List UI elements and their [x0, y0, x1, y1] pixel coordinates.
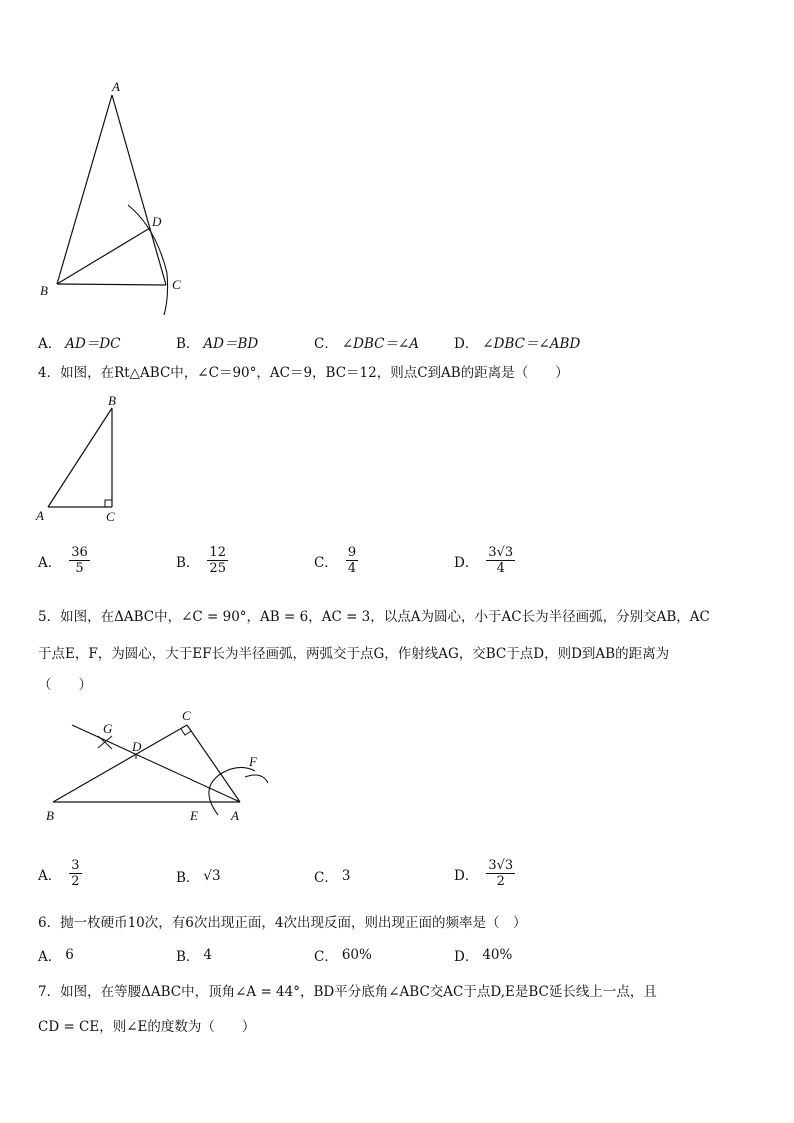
option-label: B．	[176, 949, 200, 965]
q5-option-c[interactable]	[314, 866, 350, 886]
q3-side-ac	[112, 95, 166, 285]
q7-stem-line2: CD = CE，则∠E的度数为（ ）	[38, 1019, 256, 1035]
q6-option-b[interactable]	[176, 945, 212, 965]
option-text: 6	[65, 947, 74, 963]
fraction: $\frac{3√3}{2}$	[488, 858, 514, 889]
option-text: AD＝BD	[203, 336, 259, 352]
option-text: ∠DBC＝∠ABD	[482, 336, 581, 352]
option-label: C．	[314, 554, 338, 571]
q4-option-a[interactable]	[38, 545, 90, 576]
q5-stem-line1: 5．如图，在ΔABC中，∠C = 90°，AB = 6，AC = 3，以点A为圆心，小于AC长为半径画弧，分别交AB，AC	[38, 609, 710, 625]
option-label: A．	[38, 554, 62, 571]
q3-label-b: B	[40, 283, 48, 298]
option-text: √3	[203, 868, 221, 884]
q5-figure	[40, 703, 280, 828]
option-text: 4	[203, 947, 213, 963]
option-label: A．	[38, 336, 62, 352]
q3-side-bc	[57, 284, 166, 285]
q3-label-a: A	[112, 79, 120, 94]
q4-label-c: C	[106, 509, 115, 524]
q3-label-d: D	[152, 214, 162, 229]
q5-ray-ag	[72, 725, 240, 802]
option-label: A．	[38, 949, 62, 965]
q3-option-d[interactable]	[454, 332, 580, 352]
fraction: $\frac{3}{2}$	[71, 858, 80, 889]
q4-right-angle-mark	[105, 500, 112, 507]
q3-figure	[30, 78, 200, 318]
q5-label-f: F	[249, 754, 257, 769]
q6-option-d[interactable]	[454, 945, 512, 965]
option-text: ∠DBC＝∠A	[341, 336, 420, 352]
q5-label-e: E	[190, 808, 198, 823]
q4-label-b: B	[108, 393, 116, 408]
q6-stem: 6．抛一枚硬币10次，有6次出现正面，4次出现反面，则出现正面的频率是（ ）	[38, 915, 527, 931]
q5-label-g: G	[103, 721, 113, 736]
option-label: B．	[176, 554, 200, 571]
option-label: C．	[314, 870, 338, 886]
option-label: D．	[454, 554, 479, 571]
option-text: 60%	[341, 947, 372, 963]
option-label: B．	[176, 870, 200, 886]
option-label: D．	[454, 867, 479, 884]
q5-stem-line3: （ ）	[38, 677, 92, 693]
q6-option-c[interactable]	[314, 945, 372, 965]
option-label: D．	[454, 336, 479, 352]
fraction: $\frac{3√3}{4}$	[488, 545, 514, 576]
fraction: $\frac{9}{4}$	[347, 545, 357, 576]
q3-option-c[interactable]	[314, 332, 419, 352]
q7-stem-line1: 7．如图，在等腰ΔABC中，顶角∠A = 44°，BD平分底角∠ABC交AC于点D,E是BC延长线上一点，且	[38, 984, 657, 1000]
q4-label-a: A	[36, 508, 44, 523]
q4-side-ab	[48, 408, 112, 507]
q5-label-d: D	[132, 739, 142, 754]
q5-option-a[interactable]	[38, 858, 82, 889]
q4-option-d[interactable]	[454, 545, 515, 576]
option-text: 3	[341, 868, 351, 884]
q5-side-bc	[53, 725, 187, 802]
q5-option-b[interactable]	[176, 866, 221, 886]
option-label: C．	[314, 336, 338, 352]
q4-option-c[interactable]	[314, 545, 358, 576]
q3-option-b[interactable]	[176, 332, 258, 352]
q4-stem: 4．如图，在Rt△ABC中，∠C＝90°，AC＝9，BC＝12，则点C到AB的距离是（ ）	[38, 365, 569, 381]
q5-arc-f-upper	[245, 775, 268, 783]
q5-right-angle-mark	[181, 729, 191, 735]
q3-option-a[interactable]	[38, 332, 120, 352]
option-text: 40%	[482, 947, 513, 963]
q5-label-c: C	[182, 708, 191, 723]
option-text: AD＝DC	[65, 336, 121, 352]
option-label: C．	[314, 949, 338, 965]
q3-label-c: C	[172, 277, 181, 292]
q5-stem-line2: 于点E，F，为圆心，大于EF长为半径画弧，两弧交于点G，作射线AG，交BC于点D，则D到AB的距离为	[38, 646, 670, 662]
option-label: D．	[454, 949, 479, 965]
option-label: B．	[176, 336, 200, 352]
option-label: A．	[38, 867, 62, 884]
q4-figure	[30, 392, 130, 527]
q5-label-a: A	[231, 808, 239, 823]
q6-option-a[interactable]	[38, 945, 74, 965]
q5-option-d[interactable]	[454, 858, 515, 889]
q5-label-b: B	[46, 808, 54, 823]
fraction: $\frac{36}{5}$	[71, 545, 88, 576]
fraction: $\frac{12}{25}$	[209, 545, 226, 576]
q4-option-b[interactable]	[176, 545, 228, 576]
